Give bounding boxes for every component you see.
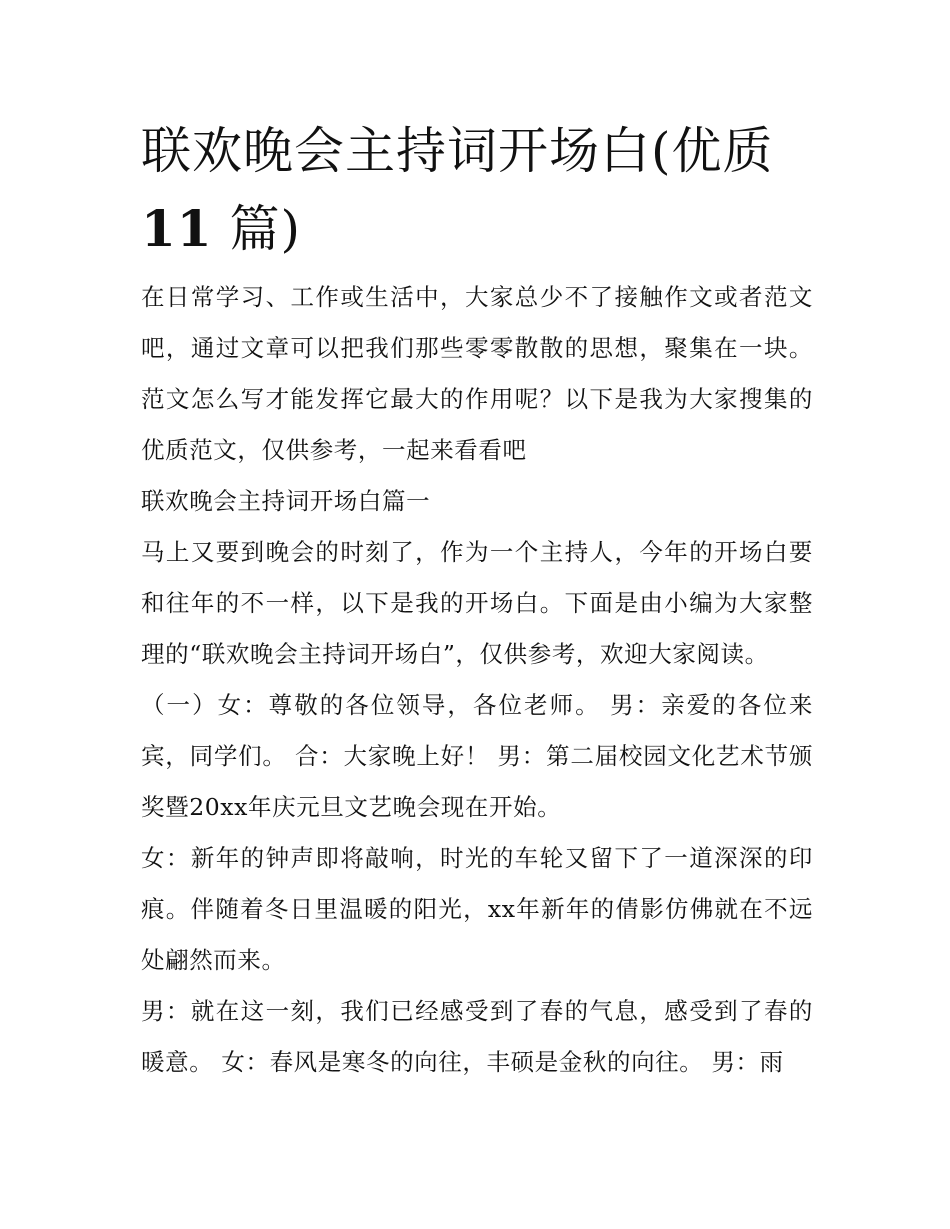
document-page [141,112,813,1088]
intro-paragraph: 在日常学习、工作或生活中，大家总少不了接触作文或者范文吧，通过文章可以把我们那些零零散散的思想，聚集在一块。范文怎么写才能发挥它最大的作用呢？以下是我为大家搜集的优质范文，仅供参考，一起来看看吧 [141,283,813,464]
document-title [141,112,813,268]
body-paragraph: 马上又要到晚会的时刻了，作为一个主持人，今年的开场白要和往年的不一样，以下是我的开场白。下面是由小编为大家整理的“联欢晚会主持词开场白”，仅供参考，欢迎大家阅读。 [141,538,813,668]
title-number: 11 [141,199,213,258]
body-paragraph: 男：就在这一刻，我们已经感受到了春的气息，感受到了春的暖意。 女：春风是寒冬的向往，丰硕是金秋的向往。 男：雨 [141,997,813,1076]
title-line-1: 联欢晚会主持词开场白(优质 [141,122,774,180]
body-paragraph: （一）女：尊敬的各位领导，各位老师。 男：亲爱的各位来宾，同学们。 合：大家晚上好！ 男：第二届校园文化艺术节颁奖暨20xx年庆元旦文艺晚会现在开始。 [141,691,813,821]
document-body [141,272,813,1088]
body-paragraph: 女：新年的钟声即将敲响，时光的车轮又留下了一道深深的印痕。伴随着冬日里温暖的阳光，xx年新年的倩影仿佛就在不远处翩然而来。 [141,844,813,974]
section-heading: 联欢晚会主持词开场白篇一 [141,487,431,515]
title-line-2: 篇) [229,200,302,258]
